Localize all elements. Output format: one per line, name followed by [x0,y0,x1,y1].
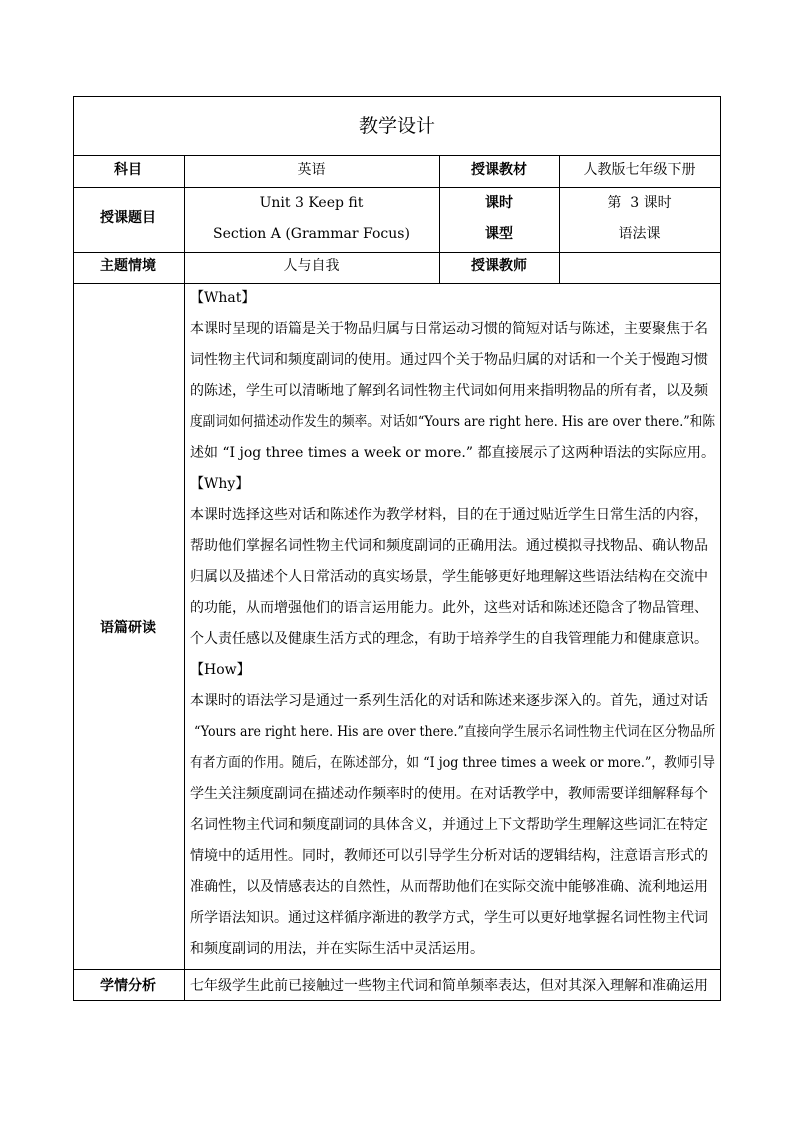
paragraph-line: 的功能，从而增强他们的语言运用能力。此外，这些对话和陈述还隐含了物品管理、 [190,600,708,616]
paragraph-line: 情境中的适用性。同时，教师还可以引导学生分析对话的逻辑结构，注意语言形式的 [190,848,708,864]
type-value: 语法课 [618,226,661,242]
text-study-content [190,283,715,965]
period-value: 第 3 课时 [607,195,672,211]
row-divider [74,969,720,970]
paragraph-line: 述如 “I jog three times a week or more.” 都直接展示了这两种语法的实际应用。 [190,445,715,461]
period-label: 课时 [485,195,513,211]
row-divider [74,155,720,156]
col-divider [184,155,185,1001]
row-divider [74,187,720,188]
paragraph-line: 有者方面的作用。随后，在陈述部分，如 “I jog three times a week or more.”，教师引导 [190,755,716,771]
topic-line-1: Unit 3 Keep fit [259,195,364,211]
textbook-label: 授课教材 [471,162,527,178]
paragraph-line: 名词性物主代词和频度副词的具体含义，并通过上下文帮助学生理解这些词汇在特定 [190,817,708,833]
paragraph-line: 的陈述，学生可以清晰地了解到名词性物主代词如何用来指明物品的所有者，以及频 [190,383,708,399]
text-study-label: 语篇研读 [100,620,156,636]
paragraph-line: 度副词如何描述动作发生的频率。对话如“Yours are right here. His are over there.”和陈 [190,414,716,430]
paragraph-line: 和频度副词的用法，并在实际生活中灵活运用。 [190,941,484,957]
teacher-label: 授课教师 [471,258,527,274]
subject-label: 科目 [114,162,142,178]
subject-value: 英语 [297,162,326,178]
row-divider [74,252,720,253]
paragraph-line: 准确性，以及情感表达的自然性，从而帮助他们在实际交流中能够准确、流利地运用 [190,879,708,895]
how-heading: 【How】 [190,662,251,678]
topic-line-2: Section A (Grammar Focus) [213,226,410,242]
learner-analysis-text: 七年级学生此前已接触过一些物主代词和简单频率表达，但对其深入理解和准确运用 [190,978,708,994]
paragraph-line: 所学语法知识。通过这样循序渐进的教学方式，学生可以更好地掌握名词性物主代词 [190,910,708,926]
theme-label: 主题情境 [100,258,156,274]
why-heading: 【Why】 [190,476,250,492]
page-title: 教学设计 [358,115,435,137]
what-heading: 【What】 [190,290,256,306]
paragraph-line: 本课时呈现的语篇是关于物品归属与日常运动习惯的简短对话与陈述，主要聚焦于名 [190,321,708,337]
paragraph-line: 帮助他们掌握名词性物主代词和频度副词的正确用法。通过模拟寻找物品、确认物品 [190,538,708,554]
paragraph-line: 本课时选择这些对话和陈述作为教学材料，目的在于通过贴近学生日常生活的内容， [190,507,708,523]
paragraph-line: “Yours are right here. His are over there.”直接向学生展示名词性物主代词在区分物品所 [190,724,716,740]
paragraph-line: 归属以及描述个人日常活动的真实场景，学生能够更好地理解这些语法结构在交流中 [190,569,708,585]
textbook-value: 人教版七年级下册 [583,162,696,178]
paragraph-line: 词性物主代词和频度副词的使用。通过四个关于物品归属的对话和一个关于慢跑习惯 [190,352,708,368]
topic-label: 授课题目 [100,210,156,226]
paragraph-line: 本课时的语法学习是通过一系列生活化的对话和陈述来逐步深入的。首先，通过对话 [190,693,708,709]
type-label: 课型 [485,226,513,242]
paragraph-line: 学生关注频度副词在描述动作频率时的使用。在对话教学中，教师需要详细解释每个 [190,786,708,802]
theme-value: 人与自我 [283,258,340,274]
paragraph-line: 个人责任感以及健康生活方式的理念，有助于培养学生的自我管理能力和健康意识。 [190,631,708,647]
learner-analysis-label: 学情分析 [100,978,156,994]
